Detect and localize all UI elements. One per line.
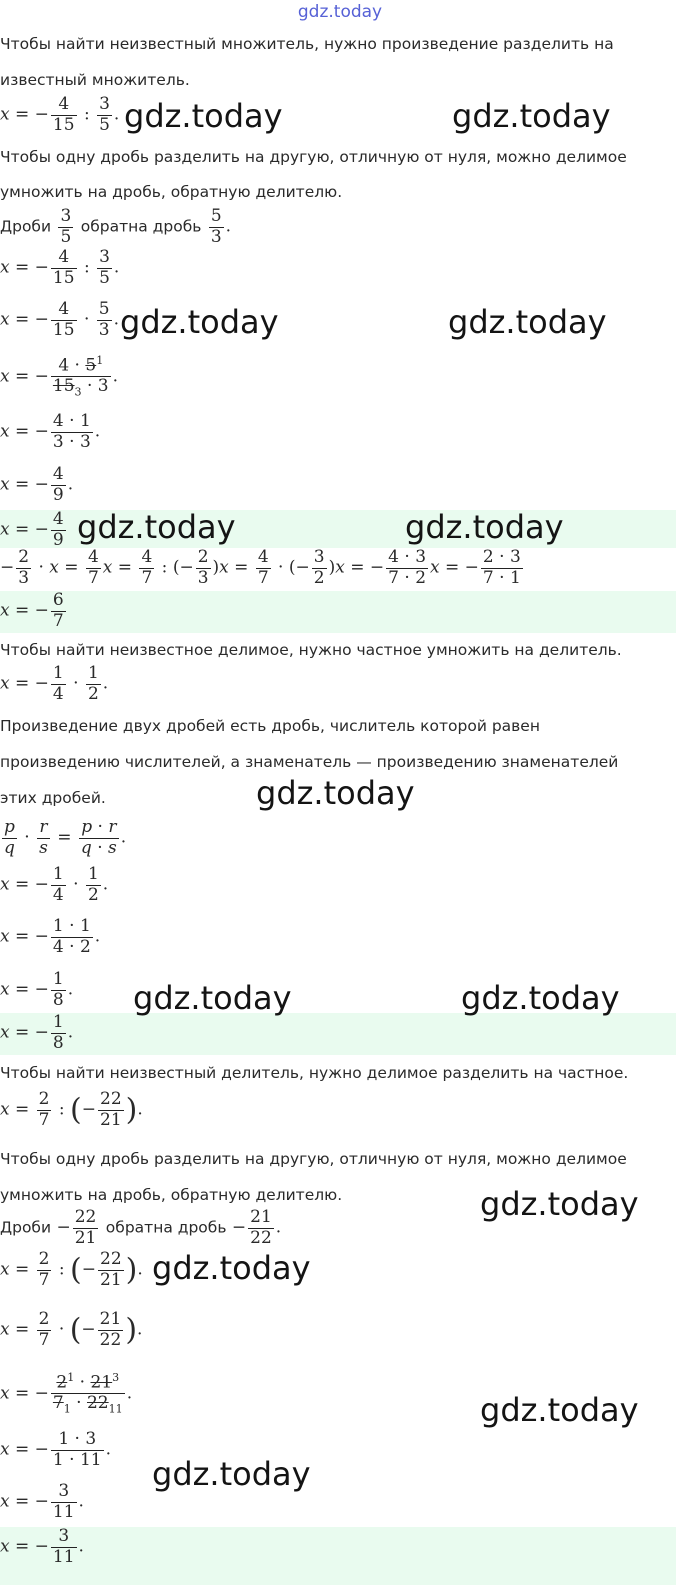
rule-text: умножить на дробь, обратную делителю.	[0, 183, 343, 201]
watermark-text: gdz.today	[120, 303, 279, 341]
watermark-text: gdz.today	[152, 1249, 311, 1287]
rule-text: произведению числителей, а знаменатель — произведению знаменателей	[0, 753, 619, 771]
rule-text: Чтобы одну дробь разделить на другую, отличную от нуля, можно делимое	[0, 1150, 627, 1168]
math-line: x = − $\frac{4 \cdot 1}{3 \cdot 3}$ .	[0, 411, 101, 452]
math-line: x = − $\frac{4}{9}$ .	[0, 464, 74, 505]
rule-text: известный множитель.	[0, 71, 190, 89]
watermark-text: gdz.today	[152, 1455, 311, 1493]
math-line: x = − $\frac{4 \cdot 5^1}{15_3 \cdot 3}$ .	[0, 354, 119, 399]
watermark-text: gdz.today	[405, 508, 564, 546]
math-line: x = − $\frac{4}{15}$ : $\frac{3}{5}$ .	[0, 247, 120, 288]
math-line: x = $\frac{2}{7}$ · (− $\frac{21}{22}$ ).	[0, 1309, 143, 1350]
math-line: x = − $\frac{1}{8}$ .	[0, 969, 74, 1010]
answer-line: x = − $\frac{4}{9}$	[0, 510, 676, 548]
watermark-text: gdz.today	[77, 508, 236, 546]
rule-text: Чтобы одну дробь разделить на другую, отличную от нуля, можно делимое	[0, 148, 627, 166]
answer-line: x = − $\frac{3}{11}$ .	[0, 1527, 676, 1585]
math-line: x = − $\frac{1}{4}$ · $\frac{1}{2}$ .	[0, 864, 109, 905]
watermark-text: gdz.today	[461, 979, 620, 1017]
rule-text: Произведение двух дробей есть дробь, числитель которой равен	[0, 717, 540, 735]
math-line: Дроби − $\frac{22}{21}$ обратна дробь − $\frac{21}{22}$ .	[0, 1207, 282, 1248]
watermark-text: gdz.today	[256, 774, 415, 812]
watermark-text: gdz.today	[124, 97, 283, 135]
watermark-text: gdz.today	[480, 1185, 639, 1223]
watermark-text: gdz.today	[133, 979, 292, 1017]
math-line: $\frac{p}{q}$ · $\frac{r}{s}$ = $\frac{p \cdot r}{q \cdot s}$ .	[4, 817, 127, 858]
watermark-text: gdz.today	[448, 303, 607, 341]
answer-line: x = − $\frac{6}{7}$	[0, 591, 676, 633]
math-line: x = − $\frac{1}{4}$ · $\frac{1}{2}$ .	[0, 663, 109, 704]
math-line: x = $\frac{2}{7}$ : (− $\frac{22}{21}$ ).	[0, 1249, 143, 1290]
rule-text: Чтобы найти неизвестное делимое, нужно частное умножить на делитель.	[0, 641, 622, 659]
answer-line: x = − $\frac{1}{8}$ .	[0, 1013, 676, 1055]
rule-text: Чтобы найти неизвестный множитель, нужно произведение разделить на	[0, 35, 614, 53]
math-line: x = $\frac{2}{7}$ : (− $\frac{22}{21}$ ).	[0, 1089, 143, 1130]
site-logo-link[interactable]: gdz.today	[297, 2, 383, 22]
math-line: x = − $\frac{1 \cdot 3}{1 \cdot 11}$ .	[0, 1429, 111, 1470]
math-line: Дроби $\frac{3}{5}$ обратна дробь $\frac{5}{3}$ .	[0, 206, 232, 247]
watermark-text: gdz.today	[480, 1391, 639, 1429]
rule-text: Чтобы найти неизвестный делитель, нужно делимое разделить на частное.	[0, 1064, 629, 1082]
math-line: x = − $\frac{3}{11}$ .	[0, 1481, 84, 1522]
rule-text: умножить на дробь, обратную делителю.	[0, 1186, 343, 1204]
rule-text: этих дробей.	[0, 789, 106, 807]
math-line: x = − $\frac{4}{15}$ : $\frac{3}{5}$ .	[0, 94, 120, 135]
math-line: x = − $\frac{4}{15}$ · $\frac{5}{3}$ .	[0, 299, 119, 340]
math-line: − $\frac{2}{3}$ · x = $\frac{4}{7}$ x = $\frac{4}{7}$ : (− $\frac{2}{3}$ )x = $\frac{4}{7}$ · (− $\frac{3}{2}$ )x = − $\frac{4 \cdot 3}{7 \cdot 2}$ x = − $\frac{2 \cdot 3}{7 \cdot 1}$	[0, 548, 521, 588]
math-line: x = − $\frac{1 \cdot 1}{4 \cdot 2}$ .	[0, 916, 101, 957]
math-line: x = − $\frac{2^1 \cdot 21^3}{7_1 \cdot 22_{11}}$ .	[0, 1371, 133, 1416]
watermark-text: gdz.today	[452, 97, 611, 135]
